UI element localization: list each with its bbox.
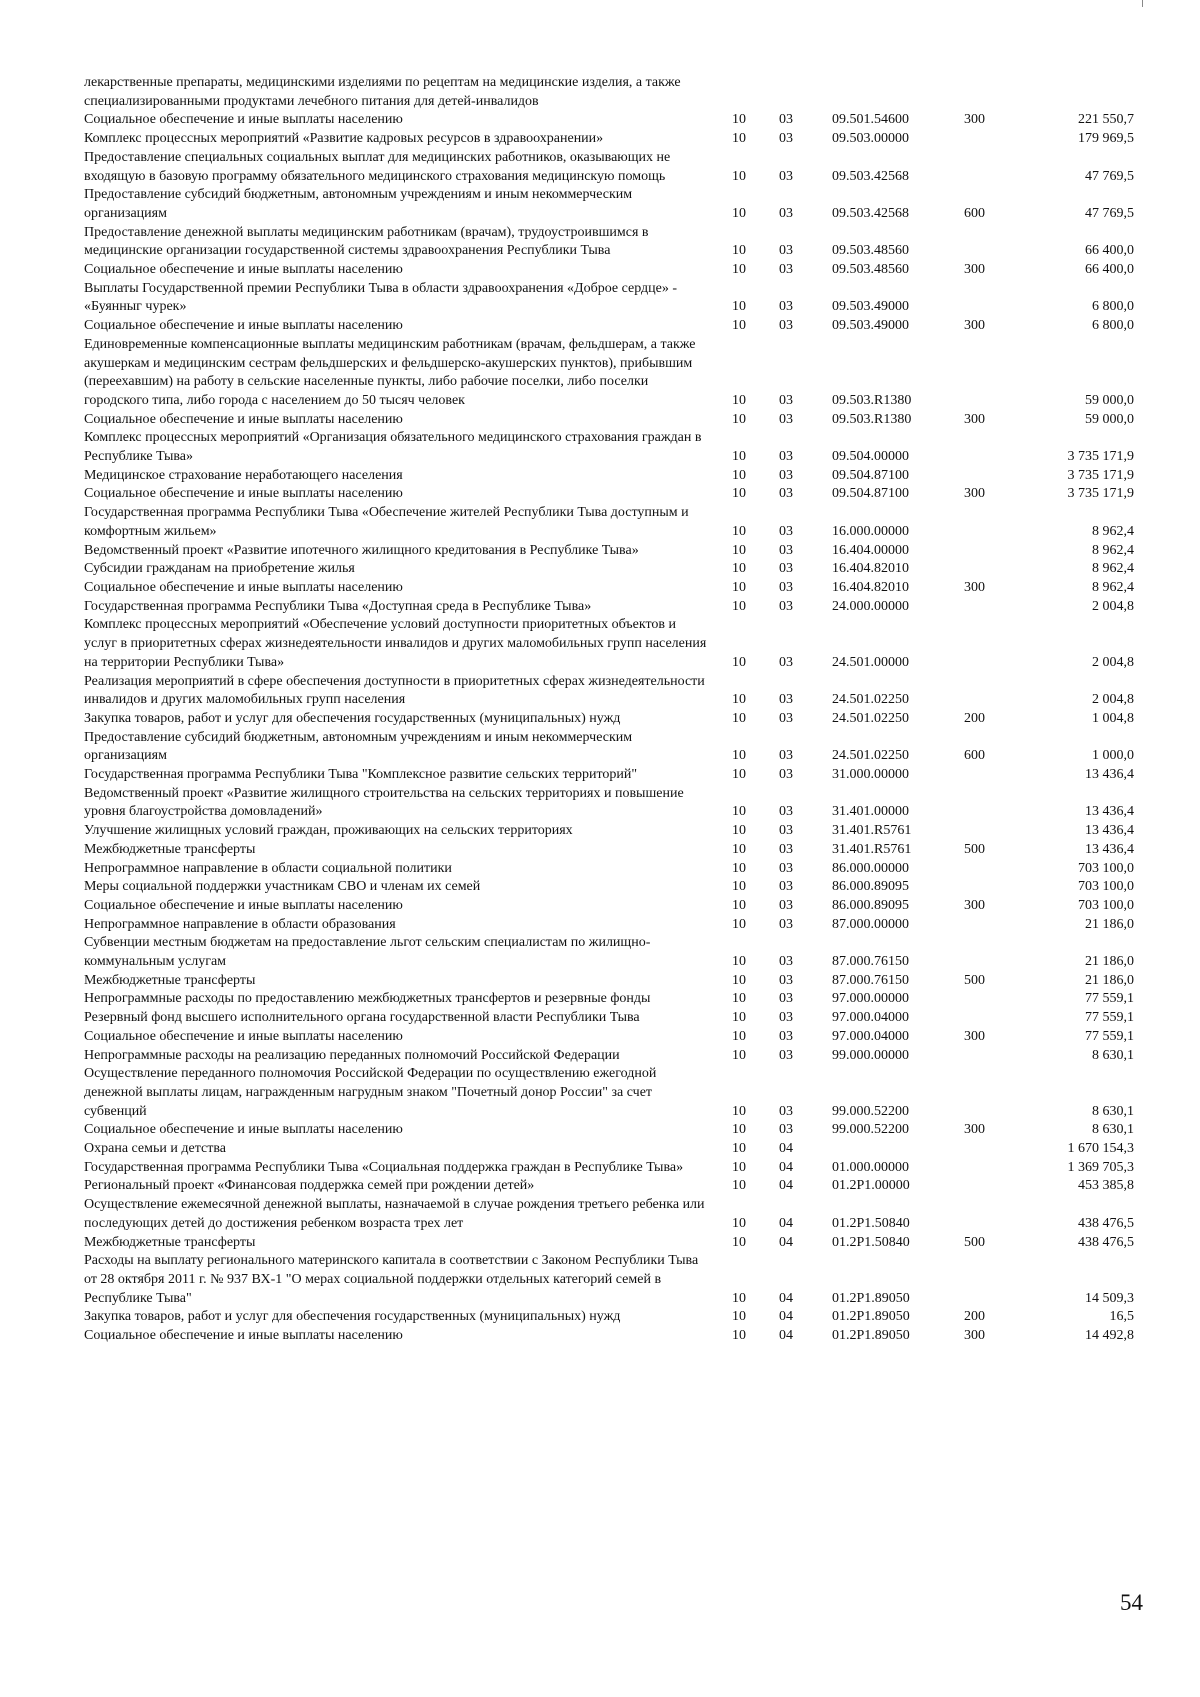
- amount: 1 369 705,3: [1067, 1159, 1134, 1175]
- subsection-code: 03: [779, 879, 793, 895]
- target-article-code: 24.501.02250: [832, 748, 909, 764]
- table-row: [84, 1196, 1134, 1233]
- target-article-code: 09.503.48560: [832, 243, 909, 259]
- table-row: [84, 1047, 1134, 1066]
- section-code: 10: [732, 486, 746, 502]
- section-code: 10: [732, 262, 746, 278]
- amount: 21 186,0: [1085, 916, 1134, 932]
- subsection-code: 03: [779, 262, 793, 278]
- row-description: Ведомственный проект «Развитие ипотечного жилищного кредитования в Республике Тыва»: [84, 542, 639, 558]
- row-description: Расходы на выплату регионального материнского капитала в соответствии с Законом Республики Тыва от 28 октября 2011 г. № 937 ВХ-1 "О мерах социальной поддержки отдельных категорий семей в Республике Тыва": [84, 1253, 699, 1306]
- expense-type-code: 300: [964, 579, 985, 595]
- subsection-code: 03: [779, 168, 793, 184]
- target-article-code: 87.000.76150: [832, 954, 909, 970]
- row-description: Социальное обеспечение и иные выплаты населению: [84, 897, 403, 913]
- subsection-code: 03: [779, 243, 793, 259]
- row-description: Субвенции местным бюджетам на предоставление льгот сельским специалистам по жилищно-коммунальным услугам: [84, 935, 651, 970]
- amount: 16,5: [1109, 1309, 1134, 1325]
- table-row: [84, 1177, 1134, 1196]
- section-code: 10: [732, 1047, 746, 1063]
- row-description: Межбюджетные трансферты: [84, 841, 256, 857]
- amount: 66 400,0: [1085, 262, 1134, 278]
- amount: 59 000,0: [1085, 392, 1134, 408]
- row-description: Комплекс процессных мероприятий «Организация обязательного медицинского страхования граждан в Республике Тыва»: [84, 430, 702, 465]
- amount: 221 550,7: [1078, 112, 1134, 128]
- row-description: Резервный фонд высшего исполнительного органа государственной власти Республики Тыва: [84, 1010, 640, 1026]
- expense-type-code: 500: [964, 1234, 985, 1250]
- row-description: Государственная программа Республики Тыва «Доступная среда в Республике Тыва»: [84, 598, 592, 614]
- row-description: Охрана семьи и детства: [84, 1141, 226, 1157]
- row-description: Выплаты Государственной премии Республики Тыва в области здравоохранения «Доброе сердце» - «Буянныг чурек»: [84, 280, 678, 315]
- row-description: Социальное обеспечение и иные выплаты населению: [84, 318, 403, 334]
- table-row: [84, 1308, 1134, 1327]
- target-article-code: 09.501.54600: [832, 112, 909, 128]
- expense-type-code: 500: [964, 841, 985, 857]
- row-description: Ведомственный проект «Развитие жилищного строительства на сельских территориях и повышение уровня благоустройства домовладений»: [84, 785, 684, 820]
- table-row: [84, 485, 1134, 504]
- subsection-code: 03: [779, 299, 793, 315]
- subsection-code: 04: [779, 1234, 793, 1250]
- row-description: Предоставление субсидий бюджетным, автономным учреждениям и иным некоммерческим организациям: [84, 187, 633, 221]
- target-article-code: 01.2P1.89050: [832, 1309, 910, 1325]
- target-article-code: 09.504.00000: [832, 449, 909, 465]
- target-article-code: 97.000.00000: [832, 991, 909, 1007]
- amount: 1 670 154,3: [1067, 1141, 1134, 1157]
- expense-type-code: 300: [964, 486, 985, 502]
- amount: 179 969,5: [1078, 131, 1134, 147]
- amount: 47 769,5: [1085, 205, 1134, 221]
- amount: 8 630,1: [1092, 1047, 1134, 1063]
- target-article-code: 09.503.00000: [832, 131, 909, 147]
- amount: 14 509,3: [1085, 1290, 1134, 1306]
- target-article-code: 01.2P1.00000: [832, 1178, 910, 1194]
- target-article-code: 16.404.00000: [832, 542, 909, 558]
- amount: 703 100,0: [1078, 897, 1134, 913]
- table-row: [84, 411, 1134, 430]
- table-row: [84, 897, 1134, 916]
- amount: 3 735 171,9: [1067, 449, 1134, 465]
- row-description: Единовременные компенсационные выплаты медицинским работникам (врачам, фельдшерам, а также акушеркам и медицинским сестрам фельдшерских и фельдшерско-акушерских пунктов), прибывшим (переехавшим) на работу в сельские населенные пункты, либо рабочие поселки, либо поселки городского типа, либо города с населением до 50 тысяч человек: [84, 336, 696, 408]
- target-article-code: 86.000.00000: [832, 860, 909, 876]
- expense-type-code: 300: [964, 1328, 985, 1344]
- subsection-code: 03: [779, 654, 793, 670]
- row-description: Социальное обеспечение и иные выплаты населению: [84, 486, 403, 502]
- section-code: 10: [732, 318, 746, 334]
- target-article-code: 01.2P1.50840: [832, 1234, 910, 1250]
- expense-type-code: 200: [964, 1309, 985, 1325]
- subsection-code: 03: [779, 598, 793, 614]
- row-description: Непрограммные расходы на реализацию переданных полномочий Российской Федерации: [84, 1047, 620, 1063]
- expense-type-code: 300: [964, 1028, 985, 1044]
- table-row: [84, 1159, 1134, 1178]
- table-row: [84, 616, 1134, 672]
- row-description: Межбюджетные трансферты: [84, 1234, 256, 1250]
- amount: 1 000,0: [1092, 748, 1134, 764]
- amount: 2 004,8: [1092, 598, 1134, 614]
- amount: 8 630,1: [1092, 1122, 1134, 1138]
- section-code: 10: [732, 1178, 746, 1194]
- table-row: [84, 560, 1134, 579]
- table-row: [84, 1121, 1134, 1140]
- section-code: 10: [732, 1028, 746, 1044]
- subsection-code: 03: [779, 1103, 793, 1119]
- target-article-code: 86.000.89095: [832, 879, 909, 895]
- amount: 21 186,0: [1085, 972, 1134, 988]
- table-row: [84, 1327, 1134, 1346]
- subsection-code: 03: [779, 897, 793, 913]
- amount: 3 735 171,9: [1067, 486, 1134, 502]
- expense-type-code: 600: [964, 205, 985, 221]
- target-article-code: 31.401.00000: [832, 804, 909, 820]
- row-description: Комплекс процессных мероприятий «Развитие кадровых ресурсов в здравоохранении»: [84, 131, 604, 147]
- row-description: Непрограммное направление в области образования: [84, 916, 396, 932]
- table-row: [84, 1234, 1134, 1253]
- table-row: [84, 785, 1134, 822]
- table-row: [84, 990, 1134, 1009]
- section-code: 10: [732, 823, 746, 839]
- table-row: [84, 972, 1134, 991]
- row-description: Региональный проект «Финансовая поддержка семей при рождении детей»: [84, 1178, 535, 1194]
- table-row: [84, 729, 1134, 766]
- row-description: Социальное обеспечение и иные выплаты населению: [84, 262, 403, 278]
- row-description: Межбюджетные трансферты: [84, 972, 256, 988]
- row-description: Закупка товаров, работ и услуг для обеспечения государственных (муниципальных) нужд: [84, 1309, 621, 1325]
- subsection-code: 03: [779, 804, 793, 820]
- amount: 8 962,4: [1092, 523, 1134, 539]
- section-code: 10: [732, 804, 746, 820]
- section-code: 10: [732, 1010, 746, 1026]
- target-article-code: 01.2P1.50840: [832, 1215, 910, 1231]
- table-row: [84, 186, 1134, 223]
- section-code: 10: [732, 1328, 746, 1344]
- section-code: 10: [732, 692, 746, 708]
- row-description: Социальное обеспечение и иные выплаты населению: [84, 411, 403, 427]
- expense-type-code: 300: [964, 318, 985, 334]
- table-row: [84, 766, 1134, 785]
- amount: 47 769,5: [1085, 168, 1134, 184]
- subsection-code: 03: [779, 823, 793, 839]
- subsection-code: 03: [779, 392, 793, 408]
- subsection-code: 03: [779, 411, 793, 427]
- section-code: 10: [732, 1141, 746, 1157]
- section-code: 10: [732, 972, 746, 988]
- row-description: Социальное обеспечение и иные выплаты населению: [84, 1328, 403, 1344]
- table-row: [84, 261, 1134, 280]
- row-description: Субсидии гражданам на приобретение жилья: [84, 561, 355, 577]
- section-code: 10: [732, 841, 746, 857]
- target-article-code: 99.000.00000: [832, 1047, 909, 1063]
- section-code: 10: [732, 598, 746, 614]
- section-code: 10: [732, 916, 746, 932]
- row-description: Непрограммное направление в области социальной политики: [84, 860, 452, 876]
- amount: 6 800,0: [1092, 318, 1134, 334]
- row-description: Социальное обеспечение и иные выплаты населению: [84, 112, 403, 128]
- section-code: 10: [732, 748, 746, 764]
- table-row: [84, 224, 1134, 261]
- amount: 59 000,0: [1085, 411, 1134, 427]
- section-code: 10: [732, 1309, 746, 1325]
- target-article-code: 09.503.49000: [832, 318, 909, 334]
- subsection-code: 03: [779, 991, 793, 1007]
- table-row: [84, 429, 1134, 466]
- table-row: [84, 74, 1134, 111]
- table-row: [84, 579, 1134, 598]
- target-article-code: 99.000.52200: [832, 1103, 909, 1119]
- target-article-code: 16.404.82010: [832, 579, 909, 595]
- row-description: Государственная программа Республики Тыва «Социальная поддержка граждан в Республике Тыва»: [84, 1159, 684, 1175]
- target-article-code: 24.501.02250: [832, 692, 909, 708]
- table-row: [84, 673, 1134, 710]
- table-row: [84, 317, 1134, 336]
- subsection-code: 03: [779, 860, 793, 876]
- amount: 77 559,1: [1085, 1010, 1134, 1026]
- target-article-code: 97.000.04000: [832, 1010, 909, 1026]
- section-code: 10: [732, 542, 746, 558]
- amount: 438 476,5: [1078, 1215, 1134, 1231]
- row-description: Предоставление денежной выплаты медицинским работникам (врачам), трудоустроившимся в медицинские организации государственной системы здравоохранения Республики Тыва: [84, 224, 649, 259]
- subsection-code: 03: [779, 748, 793, 764]
- target-article-code: 09.503.42568: [832, 205, 909, 221]
- amount: 21 186,0: [1085, 954, 1134, 970]
- table-row: [84, 1140, 1134, 1159]
- section-code: 10: [732, 1215, 746, 1231]
- row-description: Предоставление специальных социальных выплат для медицинских работников, оказывающих не входящую в базовую программу обязательного медицинского страхования медицинскую помощь: [84, 149, 671, 184]
- table-row: [84, 598, 1134, 617]
- subsection-code: 03: [779, 131, 793, 147]
- table-row: [84, 1065, 1134, 1121]
- amount: 2 004,8: [1092, 654, 1134, 670]
- section-code: 10: [732, 897, 746, 913]
- row-description: Медицинское страхование неработающего населения: [84, 467, 403, 483]
- section-code: 10: [732, 467, 746, 483]
- expense-type-code: 300: [964, 411, 985, 427]
- table-row: [84, 1028, 1134, 1047]
- amount: 8 630,1: [1092, 1103, 1134, 1119]
- amount: 453 385,8: [1078, 1178, 1134, 1194]
- budget-table: [84, 74, 1134, 1346]
- table-row: [84, 280, 1134, 317]
- target-article-code: 31.000.00000: [832, 767, 909, 783]
- table-row: [84, 1009, 1134, 1028]
- amount: 77 559,1: [1085, 991, 1134, 1007]
- subsection-code: 03: [779, 449, 793, 465]
- amount: 8 962,4: [1092, 542, 1134, 558]
- expense-type-code: 300: [964, 112, 985, 128]
- section-code: 10: [732, 561, 746, 577]
- subsection-code: 03: [779, 1028, 793, 1044]
- amount: 13 436,4: [1085, 767, 1134, 783]
- subsection-code: 04: [779, 1159, 793, 1175]
- target-article-code: 24.501.02250: [832, 710, 909, 726]
- subsection-code: 03: [779, 1047, 793, 1063]
- row-description: Осуществление переданного полномочия Российской Федерации по осуществлению ежегодной денежной выплаты лицам, награжденным нагрудным знаком "Почетный донор России" за счет субвенций: [84, 1066, 657, 1119]
- row-description: Реализация мероприятий в сфере обеспечения доступности в приоритетных сферах жизнедеятельности инвалидов и других маломобильных групп населения: [84, 673, 705, 708]
- subsection-code: 03: [779, 523, 793, 539]
- subsection-code: 03: [779, 767, 793, 783]
- section-code: 10: [732, 879, 746, 895]
- subsection-code: 03: [779, 561, 793, 577]
- target-article-code: 09.503.42568: [832, 168, 909, 184]
- target-article-code: 09.503.48560: [832, 262, 909, 278]
- subsection-code: 03: [779, 579, 793, 595]
- row-description: Государственная программа Республики Тыва «Обеспечение жителей Республики Тыва доступным и комфортным жильем»: [84, 505, 689, 539]
- target-article-code: 01.000.00000: [832, 1159, 909, 1175]
- amount: 703 100,0: [1078, 860, 1134, 876]
- section-code: 10: [732, 523, 746, 539]
- expense-type-code: 600: [964, 748, 985, 764]
- row-description: Государственная программа Республики Тыва "Комплексное развитие сельских территорий": [84, 767, 638, 783]
- row-description: Улучшение жилищных условий граждан, проживающих на сельских территориях: [84, 823, 573, 839]
- target-article-code: 24.501.00000: [832, 654, 909, 670]
- section-code: 10: [732, 205, 746, 221]
- target-article-code: 99.000.52200: [832, 1122, 909, 1138]
- subsection-code: 03: [779, 205, 793, 221]
- section-code: 10: [732, 767, 746, 783]
- section-code: 10: [732, 1234, 746, 1250]
- row-description: Закупка товаров, работ и услуг для обеспечения государственных (муниципальных) нужд: [84, 710, 621, 726]
- target-article-code: 97.000.04000: [832, 1028, 909, 1044]
- target-article-code: 16.404.82010: [832, 561, 909, 577]
- target-article-code: 09.504.87100: [832, 486, 909, 502]
- target-article-code: 87.000.76150: [832, 972, 909, 988]
- section-code: 10: [732, 449, 746, 465]
- amount: 77 559,1: [1085, 1028, 1134, 1044]
- table-row: [84, 467, 1134, 486]
- row-description: Предоставление субсидий бюджетным, автономным учреждениям и иным некоммерческим организациям: [84, 729, 633, 764]
- amount: 8 962,4: [1092, 579, 1134, 595]
- expense-type-code: 300: [964, 897, 985, 913]
- row-description: Социальное обеспечение и иные выплаты населению: [84, 1028, 403, 1044]
- table-row: [84, 822, 1134, 841]
- table-row: [84, 111, 1134, 130]
- subsection-code: 03: [779, 692, 793, 708]
- target-article-code: 09.503.R1380: [832, 411, 912, 427]
- table-row: [84, 504, 1134, 541]
- section-code: 10: [732, 954, 746, 970]
- subsection-code: 03: [779, 972, 793, 988]
- page-number: 54: [1120, 1590, 1143, 1615]
- section-code: 10: [732, 860, 746, 876]
- target-article-code: 09.503.R1380: [832, 392, 912, 408]
- table-row: [84, 542, 1134, 561]
- section-code: 10: [732, 1103, 746, 1119]
- amount: 13 436,4: [1085, 823, 1134, 839]
- subsection-code: 03: [779, 710, 793, 726]
- amount: 6 800,0: [1092, 299, 1134, 315]
- row-description: лекарственные препараты, медицинскими изделиями по рецептам на медицинские изделия, а также специализированными продуктами лечебного питания для детей-инвалидов: [84, 75, 681, 109]
- subsection-code: 03: [779, 318, 793, 334]
- section-code: 10: [732, 168, 746, 184]
- table-row: [84, 130, 1134, 149]
- table-row: [84, 841, 1134, 860]
- target-article-code: 09.503.49000: [832, 299, 909, 315]
- table-row: [84, 934, 1134, 971]
- amount: 1 004,8: [1092, 710, 1134, 726]
- table-row: [84, 1252, 1134, 1308]
- subsection-code: 03: [779, 954, 793, 970]
- amount: 13 436,4: [1085, 841, 1134, 857]
- row-description: Меры социальной поддержки участникам СВО и членам их семей: [84, 879, 481, 895]
- subsection-code: 03: [779, 1010, 793, 1026]
- subsection-code: 03: [779, 841, 793, 857]
- section-code: 10: [732, 243, 746, 259]
- subsection-code: 04: [779, 1309, 793, 1325]
- amount: 2 004,8: [1092, 692, 1134, 708]
- section-code: 10: [732, 1290, 746, 1306]
- target-article-code: 86.000.89095: [832, 897, 909, 913]
- section-code: 10: [732, 579, 746, 595]
- amount: 438 476,5: [1078, 1234, 1134, 1250]
- subsection-code: 03: [779, 112, 793, 128]
- row-description: Социальное обеспечение и иные выплаты населению: [84, 1122, 403, 1138]
- section-code: 10: [732, 1122, 746, 1138]
- section-code: 10: [732, 991, 746, 1007]
- table-row: [84, 878, 1134, 897]
- section-code: 10: [732, 131, 746, 147]
- section-code: 10: [732, 1159, 746, 1175]
- section-code: 10: [732, 654, 746, 670]
- row-description: Осуществление ежемесячной денежной выплаты, назначаемой в случае рождения третьего ребенка или последующих детей до достижения ребенком возраста трех лет: [84, 1197, 705, 1231]
- amount: 8 962,4: [1092, 561, 1134, 577]
- target-article-code: 24.000.00000: [832, 598, 909, 614]
- edge-mark: [1142, 0, 1143, 7]
- section-code: 10: [732, 710, 746, 726]
- section-code: 10: [732, 411, 746, 427]
- expense-type-code: 300: [964, 262, 985, 278]
- subsection-code: 03: [779, 467, 793, 483]
- table-row: [84, 149, 1134, 186]
- row-description: Социальное обеспечение и иные выплаты населению: [84, 579, 403, 595]
- section-code: 10: [732, 299, 746, 315]
- amount: 13 436,4: [1085, 804, 1134, 820]
- target-article-code: 09.504.87100: [832, 467, 909, 483]
- target-article-code: 01.2P1.89050: [832, 1290, 910, 1306]
- target-article-code: 31.401.R5761: [832, 841, 912, 857]
- table-row: [84, 336, 1134, 411]
- expense-type-code: 500: [964, 972, 985, 988]
- target-article-code: 87.000.00000: [832, 916, 909, 932]
- target-article-code: 31.401.R5761: [832, 823, 912, 839]
- amount: 14 492,8: [1085, 1328, 1134, 1344]
- subsection-code: 03: [779, 916, 793, 932]
- subsection-code: 04: [779, 1215, 793, 1231]
- subsection-code: 04: [779, 1141, 793, 1157]
- table-row: [84, 916, 1134, 935]
- table-row: [84, 710, 1134, 729]
- section-code: 10: [732, 112, 746, 128]
- target-article-code: 16.000.00000: [832, 523, 909, 539]
- row-description: Комплекс процессных мероприятий «Обеспечение условий доступности приоритетных объектов и услуг в приоритетных сферах жизнедеятельности инвалидов и других маломобильных групп населения на территории Республики Тыва»: [84, 617, 707, 670]
- subsection-code: 03: [779, 486, 793, 502]
- table-row: [84, 860, 1134, 879]
- section-code: 10: [732, 392, 746, 408]
- subsection-code: 04: [779, 1328, 793, 1344]
- amount: 66 400,0: [1085, 243, 1134, 259]
- subsection-code: 04: [779, 1290, 793, 1306]
- target-article-code: 01.2P1.89050: [832, 1328, 910, 1344]
- subsection-code: 03: [779, 542, 793, 558]
- expense-type-code: 300: [964, 1122, 985, 1138]
- amount: 703 100,0: [1078, 879, 1134, 895]
- expense-type-code: 200: [964, 710, 985, 726]
- subsection-code: 03: [779, 1122, 793, 1138]
- row-description: Непрограммные расходы по предоставлению межбюджетных трансфертов и резервные фонды: [84, 991, 651, 1007]
- amount: 3 735 171,9: [1067, 467, 1134, 483]
- subsection-code: 04: [779, 1178, 793, 1194]
